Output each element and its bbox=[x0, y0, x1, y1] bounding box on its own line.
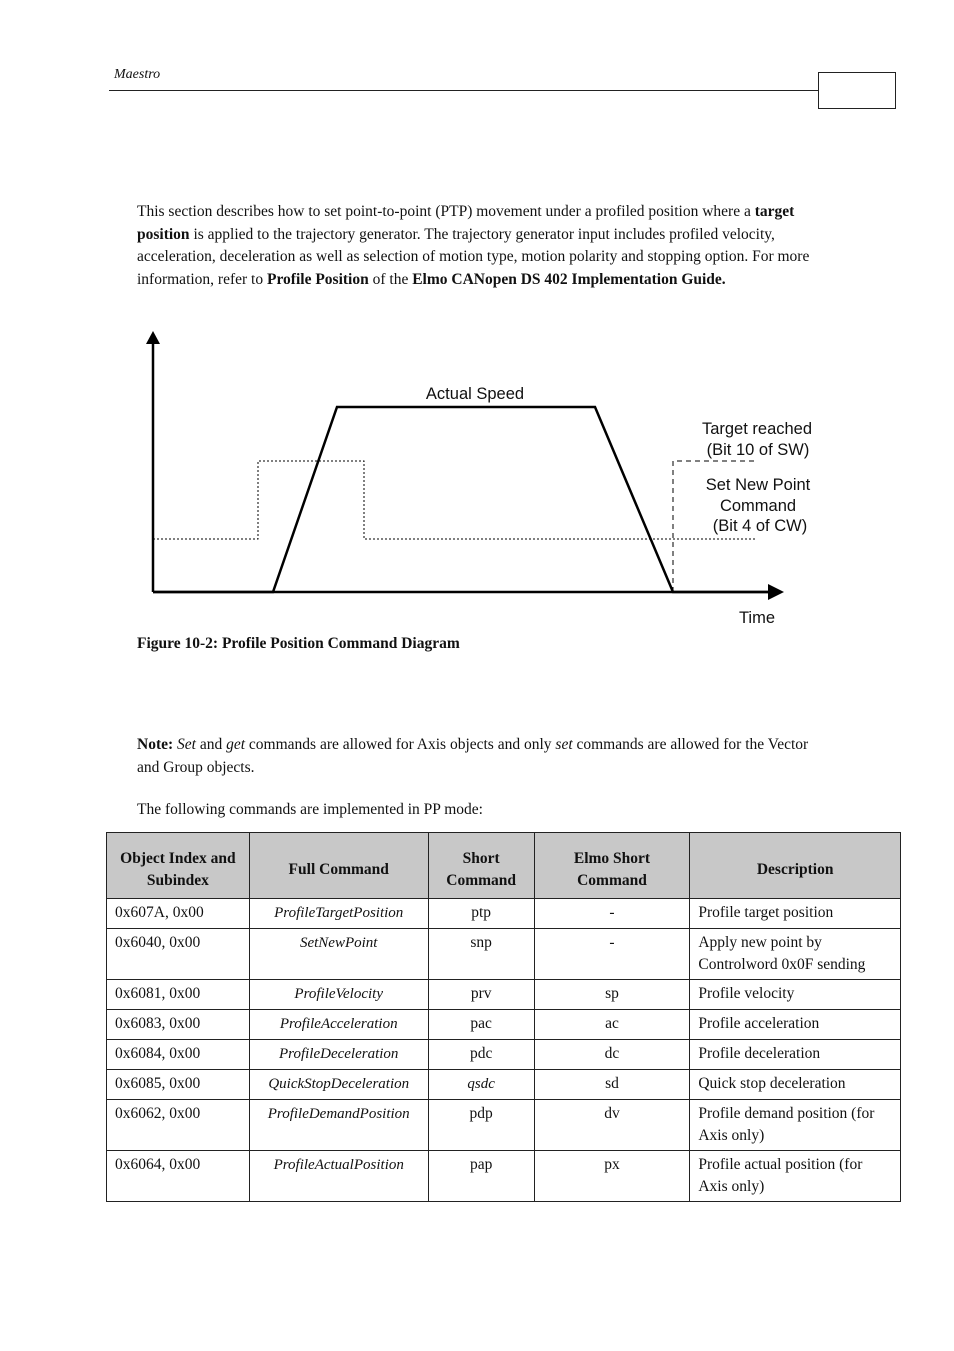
header-elmo-short-command: Elmo Short Command bbox=[534, 833, 690, 899]
cell-short-command: qsdc bbox=[428, 1070, 534, 1100]
label-set-new-point-line3: (Bit 4 of CW) bbox=[712, 517, 808, 535]
cell-elmo-short-command: sd bbox=[534, 1070, 690, 1100]
cell-object-index: 0x6064, 0x00 bbox=[107, 1151, 250, 1202]
cell-elmo-short-command: px bbox=[534, 1151, 690, 1202]
cell-description: Profile velocity bbox=[690, 980, 901, 1010]
cell-elmo-short-command: ac bbox=[534, 1010, 690, 1040]
header-full-command: Full Command bbox=[249, 833, 428, 899]
header-object-index: Object Index and Subindex bbox=[107, 833, 250, 899]
profile-position-diagram bbox=[0, 0, 954, 640]
cell-short-command: snp bbox=[428, 929, 534, 980]
figure-caption: Figure 10-2: Profile Position Command Diagram bbox=[137, 635, 460, 652]
note-paragraph: Note: Set and get commands are allowed for Axis objects and only set commands are allowed for the Vector and Group objects. bbox=[137, 736, 809, 776]
y-axis-arrow bbox=[146, 331, 160, 344]
table-row bbox=[107, 1010, 901, 1040]
intro-paragraph: This section describes how to set point-to-point (PTP) movement under a profiled position where a target position is applied to the trajectory generator. The trajectory generator input includes profiled velocity, acceleration, deceleration as well as selection of motion type, motion polarity and stopping option. For more information, refer to Profile Position of the Elmo CANopen DS 402 Implementation Guide. bbox=[137, 203, 810, 288]
cell-description: Profile demand position (for Axis only) bbox=[690, 1100, 901, 1151]
table-row bbox=[107, 1151, 901, 1202]
header-short-command: Short Command bbox=[428, 833, 534, 899]
cell-short-command: pdp bbox=[428, 1100, 534, 1151]
cell-full-command: ProfileDemandPosition bbox=[249, 1100, 428, 1151]
ref-profile-position: Profile Position bbox=[266, 270, 369, 288]
cell-full-command: ProfileDeceleration bbox=[249, 1040, 428, 1070]
cell-object-index: 0x6083, 0x00 bbox=[107, 1010, 250, 1040]
table-lead-text: The following commands are implemented in PP mode: bbox=[137, 801, 483, 818]
label-time: Time bbox=[738, 609, 776, 627]
cell-object-index: 0x6040, 0x00 bbox=[107, 929, 250, 980]
cell-elmo-short-command: dv bbox=[534, 1100, 690, 1151]
cell-object-index: 0x6081, 0x00 bbox=[107, 980, 250, 1010]
cell-object-index: 0x6062, 0x00 bbox=[107, 1100, 250, 1151]
cell-full-command: ProfileAcceleration bbox=[249, 1010, 428, 1040]
header-description: Description bbox=[690, 833, 901, 899]
cell-elmo-short-command: dc bbox=[534, 1040, 690, 1070]
cell-full-command: ProfileTargetPosition bbox=[249, 899, 428, 929]
cell-short-command: pac bbox=[428, 1010, 534, 1040]
cell-short-command: pap bbox=[428, 1151, 534, 1202]
table-row bbox=[107, 1040, 901, 1070]
set-new-point-signal bbox=[153, 461, 756, 539]
table-row bbox=[107, 899, 901, 929]
cell-elmo-short-command: sp bbox=[534, 980, 690, 1010]
label-set-new-point-line1: Set New Point bbox=[705, 476, 811, 494]
cell-object-index: 0x6085, 0x00 bbox=[107, 1070, 250, 1100]
term-target-position: target position bbox=[137, 203, 795, 243]
cell-description: Quick stop deceleration bbox=[690, 1070, 901, 1100]
cell-object-index: 0x6084, 0x00 bbox=[107, 1040, 250, 1070]
table-row bbox=[107, 980, 901, 1010]
x-axis-arrow bbox=[768, 584, 784, 600]
cell-elmo-short-command: - bbox=[534, 899, 690, 929]
cell-full-command: QuickStopDeceleration bbox=[249, 1070, 428, 1100]
label-actual-speed: Actual Speed bbox=[425, 385, 525, 403]
cell-full-command: ProfileVelocity bbox=[249, 980, 428, 1010]
ref-implementation-guide: Elmo CANopen DS 402 Implementation Guide. bbox=[412, 270, 726, 288]
cell-full-command: SetNewPoint bbox=[249, 929, 428, 980]
cell-full-command: ProfileActualPosition bbox=[249, 1151, 428, 1202]
cell-elmo-short-command: - bbox=[534, 929, 690, 980]
cell-description: Apply new point by Controlword 0x0F sending bbox=[690, 929, 901, 980]
label-target-reached-line1: Target reached bbox=[701, 420, 813, 438]
table-row bbox=[107, 1070, 901, 1100]
cell-description: Profile actual position (for Axis only) bbox=[690, 1151, 901, 1202]
cell-short-command: pdc bbox=[428, 1040, 534, 1070]
table-header-row bbox=[107, 833, 901, 899]
cell-description: Profile acceleration bbox=[690, 1010, 901, 1040]
cell-short-command: prv bbox=[428, 980, 534, 1010]
label-target-reached-line2: (Bit 10 of SW) bbox=[706, 441, 810, 459]
pp-command-table bbox=[106, 832, 901, 1202]
cell-description: Profile deceleration bbox=[690, 1040, 901, 1070]
cell-short-command: ptp bbox=[428, 899, 534, 929]
page-header-title: Maestro bbox=[114, 67, 161, 82]
cell-object-index: 0x607A, 0x00 bbox=[107, 899, 250, 929]
actual-speed-curve bbox=[153, 407, 770, 592]
cell-description: Profile target position bbox=[690, 899, 901, 929]
table-row bbox=[107, 929, 901, 980]
note-label: Note: bbox=[137, 736, 174, 753]
table-row bbox=[107, 1100, 901, 1151]
label-set-new-point-line2: Command bbox=[719, 497, 797, 515]
